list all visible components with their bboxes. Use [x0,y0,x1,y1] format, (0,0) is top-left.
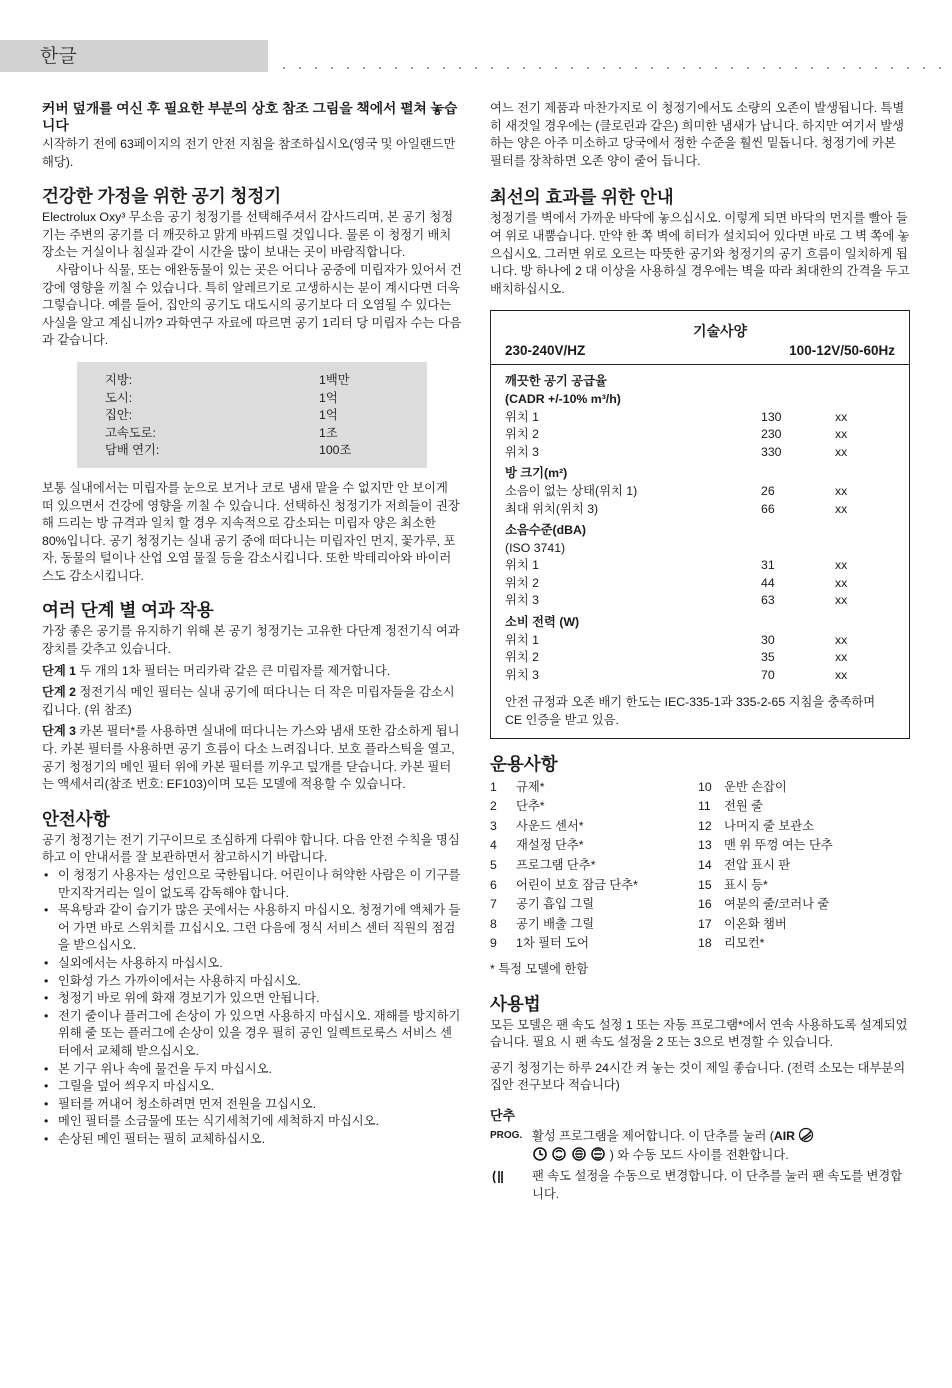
fact-row: 도시: 1억 [105,390,338,405]
spec-group-room-size [505,465,895,518]
parts-title: 운용사항 [490,753,558,774]
list-item: 1 규제* [490,779,545,794]
spec-row: 위치 1 130 xx [505,409,848,424]
voltage-left: 230-240V/HZ [505,343,586,359]
list-item: 6 어린이 보호 잠금 단추* [490,877,638,892]
particle-facts-box [77,362,427,468]
spec-group-noise [505,522,895,610]
air-sensor-icon [798,1127,814,1143]
stages-intro: 가장 좋은 공기를 유지하기 위해 본 공기 청정기는 고유한 다단계 정전기식 여과 장치를 갖추고 있습니다. [42,624,460,657]
spec-row: 위치 3 330 xx [505,444,848,459]
language-label: 한글 [40,46,77,67]
list-item: 9 1차 필터 도어 [490,936,590,951]
cover-note-text: 시작하기 전에 63페이지의 전기 안전 지침을 참조하십시오(영국 및 아일랜드만 해당). [42,137,456,169]
safety-item: • 이 청정기 사용자는 성인으로 국한됩니다. 어린이나 허약한 사람은 이 기구를 만지작거리는 일이 없도록 감독해야 합니다. [42,867,462,902]
parts-list [490,779,910,953]
safety-intro: 공기 청정기는 전기 기구이므로 조심하게 다뤄야 합니다. 다음 안전 수칙을 명심하고 이 안내서를 잘 보관하면서 참고하시기 바랍니다. [42,832,460,865]
voltage-right: 100-12V/50-60Hz [789,343,895,359]
spec-row: 위치 2 230 xx [505,427,848,442]
spec-note: 안전 규정과 오존 배기 한도는 IEC-335-1과 335-2-65 지침을 충족하며 CE 인증을 받고 있음. [505,695,876,728]
fan-speed-1-icon [551,1146,567,1162]
safety-title: 안전사항 [42,808,110,829]
safety-list [42,867,462,1149]
spec-group-subtitle: (ISO 3741) [505,540,566,555]
fact-row: 지방: 1백만 [105,372,350,387]
spec-row: 위치 2 44 xx [505,575,848,590]
fact-row: 담배 연기: 100조 [105,443,352,458]
list-item: 7 공기 흡입 그릴 [490,897,595,912]
list-item: 2 단추* [490,799,545,814]
list-item: 14 전압 표시 판 [698,858,791,872]
spec-row: 위치 3 70 xx [505,667,848,682]
usage-title: 사용법 [490,993,541,1014]
safety-item: • 청정기 바로 위에 화재 경보기가 있으면 안됩니다. [42,990,462,1008]
stage-1: 단계 1 두 개의 1차 필터는 머리카락 같은 큰 미립자를 제거합니다. [42,663,391,678]
fact-row: 고속도로: 1조 [105,425,338,440]
spec-group-title: 깨끗한 공기 공급율 [505,374,607,389]
stages-title: 여러 단계 별 여과 작용 [42,600,214,621]
spec-row: 위치 1 31 xx [505,558,848,573]
safety-item: • 전기 줄이나 플러그에 손상이 가 있으면 사용하지 마십시오. 재해를 방지하기 위해 줄 또는 플러그에 손상이 있을 경우 필히 공인 일렉트로룩스 서비스 센터에서 교체해 받으십시오. [42,1008,462,1061]
spec-body [491,365,909,737]
stage-3: 단계 3 카본 필터*를 사용하면 실내에 떠다니는 가스와 냄새 또한 감소하게 됩니다. 카본 필터를 사용하면 공기 흐름이 다소 느려집니다. 보호 플라스틱을 열고, 공기 청정기의 메인 필터 위에 카본 필터를 끼우고 덮개를 닫습니다. 카본 필터는 액세서리(참조 번호: EF103)이며 모든 모델에 적용할 수 있습니다. [42,724,460,792]
healthy-p3: 보통 실내에서는 미립자를 눈으로 보거나 코로 냄새 맡을 수 없지만 안 보이게 떠 있으면서 건강에 영향을 끼칠 수 있습니다. 선택하신 청정기가 저희들이 권장해 드리는 방 규격과 일치 할 경우 지속적으로 감소되는 미립자 양은 최소한 80%입니다. 공기 청정기는 실내 공기 중에 떠다니는 미립자인 먼지, 꽃가루, 포자, 동물의 털이나 산업 오염 물질 등을 감소시킵니다. 또한 박테리아와 바이러스도 감소시킵니다. [42,480,460,583]
list-item: 4 재설정 단추* [490,838,584,853]
stage-2: 단계 2 정전기식 메인 필터는 실내 공기에 떠다니는 더 작은 미립자들을 감소시킵니다. (위 참조) [42,685,455,717]
safety-item: • 메인 필터를 소금물에 또는 식기세척기에 세척하지 마십시오. [42,1113,462,1131]
spec-row: 위치 2 35 xx [505,650,848,665]
right-column [490,100,910,1203]
safety-item: • 실외에서는 사용하지 마십시오. [42,955,462,973]
spec-row: 위치 3 63 xx [505,593,848,608]
list-item: 15 표시 등* [698,877,768,892]
prog-description: 활성 프로그램을 제어합니다. 이 단추를 눌러 (AIR ) 와 수동 모드 사이를 전환합니다. [532,1127,910,1164]
safety-item: • 그릴을 덮어 씌우지 마십시오. [42,1078,462,1096]
fact-row: 집안: 1억 [105,408,338,423]
spec-group-cadr [505,373,895,461]
prog-button-icon: PROG. [490,1129,523,1141]
healthy-title: 건강한 가정을 위한 공기 청정기 [42,186,282,207]
list-item: 12 나머지 줄 보관소 [698,818,814,833]
usage-p2: 공기 청정기는 하루 24시간 켜 놓는 것이 제일 좋습니다. (전력 소모는 대부분의 집안 전구보다 적습니다) [490,1060,906,1093]
safety-item: • 손상된 메인 필터는 필히 교체하십시오. [42,1131,462,1149]
tips-title: 최선의 효과를 위한 안내 [490,187,674,208]
list-item: 16 여분의 줄/코러나 줄 [698,897,830,912]
spec-voltage-row [505,341,895,361]
list-item: 5 프로그램 단추* [490,858,596,872]
safety-item: • 필터를 꺼내어 청소하려면 먼저 전원을 끄십시오. [42,1096,462,1114]
spec-header [491,311,909,365]
spec-row: 위치 1 30 xx [505,632,848,647]
spec-group-power [505,614,895,684]
fan-speed-2-icon [571,1146,587,1162]
fan-description: 팬 속도 설정을 수동으로 변경합니다. 이 단추를 눌러 팬 속도를 변경합니다. [532,1169,903,1201]
safety-item: • 목욕탕과 같이 습기가 많은 곳에서는 사용하지 마십시오. 청정기에 액체가 들어 가면 바로 스위치를 끄십시오. 그런 다음에 정식 서비스 센터 직원의 점검을 받으십시오. [42,902,462,955]
language-bar [0,40,268,72]
list-item: 3 사운드 센서* [490,818,584,833]
left-column [42,100,462,1149]
dotted-rule [276,66,952,70]
tips-text: 청정기를 벽에서 가까운 바닥에 놓으십시오. 이렇게 되면 바닥의 먼지를 빨아 들여 위로 내뿜습니다. 만약 한 쪽 벽에 히터가 설치되어 있다면 바로 그 벽 쪽에 놓으십시오. 그러면 위로 오르는 따뜻한 공기와 청정기의 공기 흐름이 일치하게 됩니다. 방 하나에 2 대 이상을 사용하실 경우에는 벽을 따라 최대한의 간격을 두고 배치하십시오. [490,211,910,296]
spec-box [490,310,910,738]
ozone-text: 여느 전기 제품과 마찬가지로 이 청정기에서도 소량의 오존이 발생됩니다. 특별히 새것일 경우에는 (클로린과 같은) 희미한 냄새가 납니다. 하지만 여기서 발생하는 양은 아주 미소하고 당국에서 정한 수준을 훨씬 밑돕니다. 청정기에 카본 필터를 장착하면 오존 양이 줄어 듭니다. [490,101,905,168]
list-item: 17 이온화 챔버 [698,916,787,931]
safety-item: • 본 기구 위나 속에 물건을 두지 마십시오. [42,1061,462,1079]
cover-note-title: 커버 덮개를 여신 후 필요한 부분의 상호 참조 그림을 책에서 펼쳐 놓습니다 [42,101,458,133]
safety-item: • 인화성 가스 가까이에서는 사용하지 마십시오. [42,973,462,991]
spec-group-title: 소비 전력 (W) [505,615,580,630]
spec-group-title: 소음수준(dBA) [505,523,586,538]
list-item: 8 공기 배출 그릴 [490,916,595,931]
list-item: 11 전원 줄 [698,799,764,814]
healthy-p2: 사람이나 식물, 또는 애완동물이 있는 곳은 어디나 공중에 미립자가 있어서 건강에 영향을 끼칠 수 있습니다. 특히 알레르기로 고생하시는 분이 계시다면 더욱 그렇습니다. 예를 들어, 집안의 공기도 대도시의 공기보다 더 오염될 수 있다는 사실을 알고 계십니까? 과학연구 자료에 따르면 공기 1리터 당 미립자 수는 다음과 같습니다. [42,262,462,348]
fan-icon [490,1168,532,1203]
prog-button-row [490,1127,910,1164]
timer-icon [532,1146,548,1162]
usage-p1: 모든 모델은 팬 속도 설정 1 또는 자동 프로그램*에서 연속 사용하도록 설계되었습니다. 필요 시 팬 속도 설정을 2 또는 3으로 변경할 수 있습니다. [490,1017,908,1050]
spec-row: 소음이 없는 상태(위치 1) 26 xx [505,483,848,498]
fan-button-row [490,1168,910,1203]
list-item: 10 운반 손잡이 [698,779,787,794]
spec-title: 기술사양 [692,323,748,340]
fan-speed-3-icon [590,1146,606,1162]
spec-group-subtitle: (CADR +/-10% m³/h) [505,391,621,406]
buttons-title: 단추 [490,1107,516,1123]
parts-note: * 특정 모델에 한함 [490,961,589,976]
list-item: 18 리모컨* [698,936,765,951]
list-item: 13 맨 위 뚜껑 여는 단추 [698,838,833,853]
healthy-p1: Electrolux Oxy³ 무소음 공기 청정기를 선택해주셔서 감사드리며, 본 공기 청정기는 주변의 공기를 더 깨끗하고 맑게 바꿔드릴 것입니다. 물론 이 청정기 배치 장소는 거실이나 침실과 같이 시간을 많이 보내는 곳이 바람직합니다. [42,210,454,260]
spec-group-title: 방 크기(m²) [505,466,568,481]
spec-row: 최대 위치(위치 3) 66 xx [505,501,848,516]
